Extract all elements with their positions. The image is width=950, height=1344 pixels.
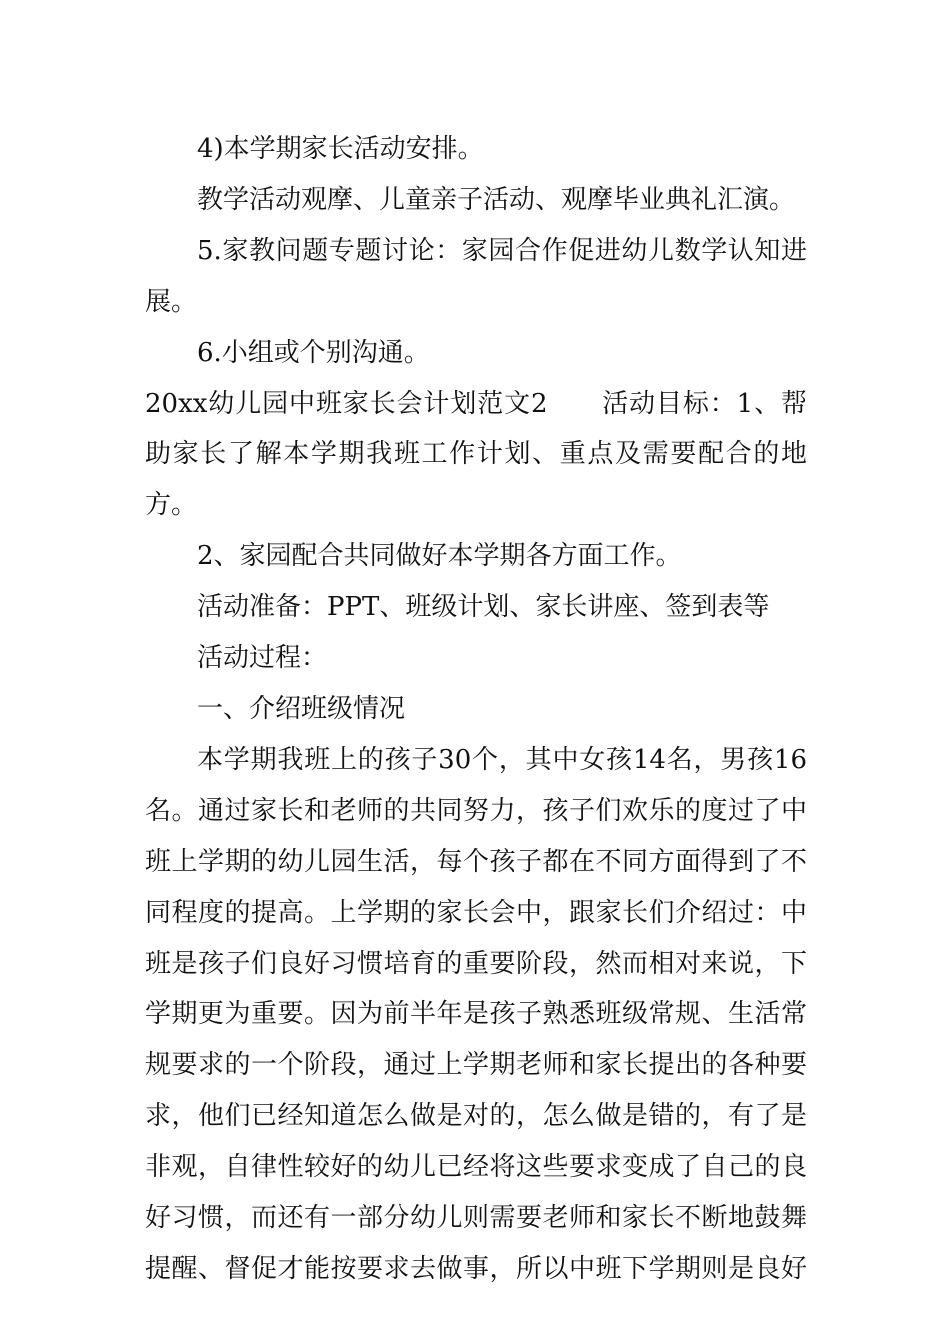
paragraph-section-heading: 一、介绍班级情况 [197, 693, 406, 724]
paragraph-class-situation: 本学期我班上的孩子30个，其中女孩14名，男孩16名。通过家长和老师的共同努力，孩子们欢乐的度过了中班上学期的幼儿园生活，每个孩子都在不同方面得到了不同程度的提高。上学期的家长会中，跟家长们介绍过：中班是孩子们良好习惯培育的重要阶段，然而相对来说，下学期更为重要。因为前半年是孩子熟悉班级常规、生活常规要求的一个阶段，通过上学期老师和家长提出的各种要求，他们已经知道怎么做是对的，怎么做是错的，有了是非观，自律性较好的幼儿已经将这些要求变成了自己的良好习惯，而还有一部分幼儿则需要老师和家长不断地鼓舞提醒、督促才能按要求去做事，所以中班下学期则是良好 [145, 744, 807, 1284]
paragraph-activity-list: 教学活动观摩、儿童亲子活动、观摩毕业典礼汇演。 [197, 184, 796, 215]
paragraph-parent-activities: 4)本学期家长活动安排。 [197, 134, 484, 164]
paragraph-goal-2: 2、家园配合共同做好本学期各方面工作。 [197, 541, 682, 572]
paragraph-topic-discussion: 5.家教问题专题讨论：家园合作促进幼儿数学认知进展。 [145, 235, 807, 317]
paragraph-process-heading: 活动过程： [197, 643, 328, 674]
document-body [145, 124, 807, 1295]
paragraph-plan-title-goals: 20xx幼儿园中班家长会计划范文2 活动目标：1、帮助家长了解本学期我班工作计划、重点及需要配合的地方。 [145, 388, 807, 521]
paragraph-preparation: 活动准备：PPT、班级计划、家长讲座、签到表等 [197, 592, 770, 623]
paragraph-group-communication: 6.小组或个别沟通。 [197, 337, 430, 368]
